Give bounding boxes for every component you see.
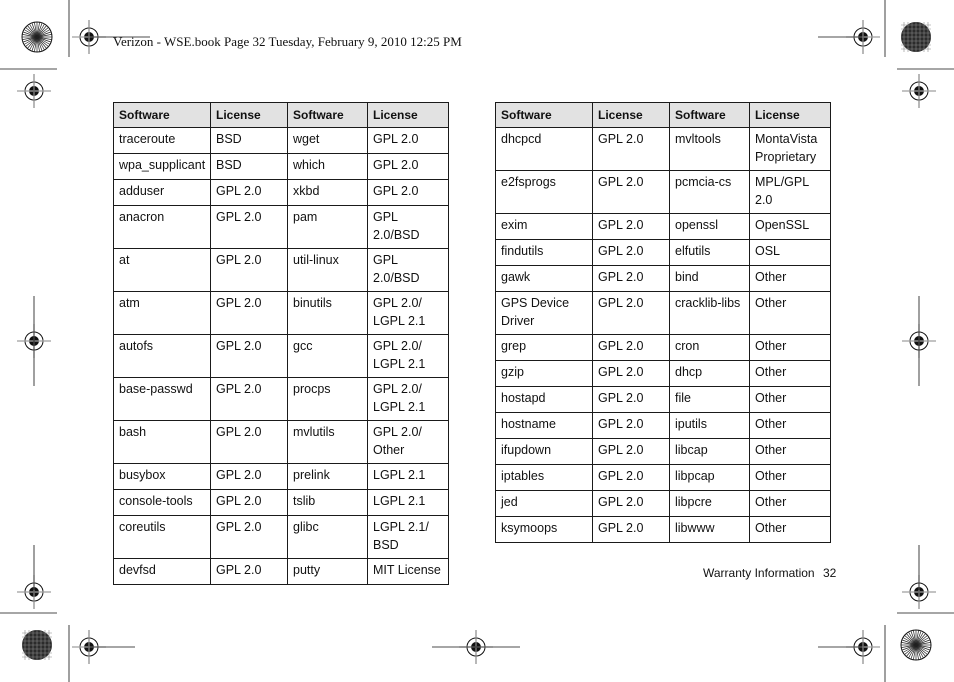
license-cell: Other [750, 266, 831, 292]
software-name-cell: glibc [288, 516, 368, 559]
license-cell: LGPL 2.1/ BSD [368, 516, 449, 559]
table-row [114, 249, 449, 292]
license-cell: GPL 2.0 [211, 559, 288, 585]
table-row [496, 361, 831, 387]
license-cell: GPL 2.0 [368, 180, 449, 206]
license-cell: GPL 2.0 [211, 335, 288, 378]
software-name-cell: console-tools [114, 490, 211, 516]
license-cell: GPL 2.0 [593, 266, 670, 292]
column-header-software: Software [288, 103, 368, 128]
table-row [496, 439, 831, 465]
software-name-cell: xkbd [288, 180, 368, 206]
software-name-cell: dhcp [670, 361, 750, 387]
software-name-cell: pam [288, 206, 368, 249]
software-name-cell: which [288, 154, 368, 180]
license-cell: BSD [211, 154, 288, 180]
software-name-cell: libcap [670, 439, 750, 465]
license-cell: GPL 2.0/ Other [368, 421, 449, 464]
license-cell: LGPL 2.1 [368, 464, 449, 490]
license-cell: Other [750, 413, 831, 439]
table-row [114, 421, 449, 464]
license-cell: Other [750, 491, 831, 517]
software-name-cell: cracklib-libs [670, 292, 750, 335]
table-row [114, 516, 449, 559]
software-name-cell: devfsd [114, 559, 211, 585]
software-name-cell: wget [288, 128, 368, 154]
license-cell: GPL 2.0 [593, 517, 670, 543]
license-cell: GPL 2.0 [593, 387, 670, 413]
table-row [496, 128, 831, 171]
license-cell: MontaVista Proprietary [750, 128, 831, 171]
software-name-cell: bash [114, 421, 211, 464]
table-row [114, 292, 449, 335]
license-cell: GPL 2.0 [593, 465, 670, 491]
license-cell: GPL 2.0 [211, 180, 288, 206]
license-cell: GPL 2.0/BSD [368, 249, 449, 292]
table-row [114, 180, 449, 206]
license-cell: GPL 2.0 [211, 206, 288, 249]
table-header-row [114, 103, 449, 128]
table-body [496, 128, 831, 543]
footer-section-title: Warranty Information [703, 566, 815, 580]
license-cell: GPL 2.0 [211, 421, 288, 464]
software-name-cell: libpcap [670, 465, 750, 491]
software-name-cell: openssl [670, 214, 750, 240]
software-name-cell: wpa_supplicant [114, 154, 211, 180]
software-name-cell: mvlutils [288, 421, 368, 464]
license-cell: GPL 2.0 [593, 171, 670, 214]
software-name-cell: util-linux [288, 249, 368, 292]
license-cell: GPL 2.0 [593, 413, 670, 439]
license-cell: Other [750, 517, 831, 543]
software-name-cell: hostapd [496, 387, 593, 413]
license-cell: GPL 2.0 [211, 490, 288, 516]
software-name-cell: at [114, 249, 211, 292]
table-row [114, 335, 449, 378]
software-name-cell: dhcpcd [496, 128, 593, 171]
license-cell: Other [750, 439, 831, 465]
software-name-cell: mvltools [670, 128, 750, 171]
table-row [496, 413, 831, 439]
table-row [114, 490, 449, 516]
software-name-cell: pcmcia-cs [670, 171, 750, 214]
software-name-cell: ifupdown [496, 439, 593, 465]
license-cell: OpenSSL [750, 214, 831, 240]
software-name-cell: GPS Device Driver [496, 292, 593, 335]
license-cell: GPL 2.0/BSD [368, 206, 449, 249]
software-name-cell: exim [496, 214, 593, 240]
page-number: 32 [823, 566, 837, 580]
software-name-cell: findutils [496, 240, 593, 266]
software-name-cell: prelink [288, 464, 368, 490]
software-name-cell: procps [288, 378, 368, 421]
license-table-right [495, 102, 831, 543]
software-name-cell: iputils [670, 413, 750, 439]
table-row [496, 491, 831, 517]
column-header-license: License [368, 103, 449, 128]
table-row [114, 128, 449, 154]
license-cell: Other [750, 292, 831, 335]
software-name-cell: coreutils [114, 516, 211, 559]
software-name-cell: elfutils [670, 240, 750, 266]
software-name-cell: iptables [496, 465, 593, 491]
software-name-cell: grep [496, 335, 593, 361]
table-row [496, 266, 831, 292]
table-row [496, 387, 831, 413]
table-row [114, 206, 449, 249]
license-cell: BSD [211, 128, 288, 154]
table-row [496, 214, 831, 240]
license-cell: GPL 2.0 [211, 516, 288, 559]
license-cell: GPL 2.0 [593, 335, 670, 361]
license-cell: GPL 2.0 [593, 128, 670, 171]
software-name-cell: e2fsprogs [496, 171, 593, 214]
software-name-cell: putty [288, 559, 368, 585]
license-cell: MIT License [368, 559, 449, 585]
software-name-cell: anacron [114, 206, 211, 249]
license-cell: GPL 2.0 [593, 240, 670, 266]
license-cell: Other [750, 465, 831, 491]
license-cell: GPL 2.0 [593, 439, 670, 465]
table-row [496, 517, 831, 543]
license-cell: OSL [750, 240, 831, 266]
table-row [496, 335, 831, 361]
column-header-license: License [750, 103, 831, 128]
license-cell: GPL 2.0 [593, 491, 670, 517]
software-name-cell: file [670, 387, 750, 413]
column-header-license: License [211, 103, 288, 128]
software-name-cell: gzip [496, 361, 593, 387]
license-cell: Other [750, 361, 831, 387]
software-name-cell: libpcre [670, 491, 750, 517]
running-head: Verizon - WSE.book Page 32 Tuesday, February 9, 2010 12:25 PM [113, 34, 462, 49]
table-header-row [496, 103, 831, 128]
license-cell: GPL 2.0/ LGPL 2.1 [368, 335, 449, 378]
software-name-cell: gcc [288, 335, 368, 378]
table-row [114, 464, 449, 490]
license-cell: GPL 2.0 [368, 128, 449, 154]
license-cell: GPL 2.0 [593, 361, 670, 387]
column-header-software: Software [496, 103, 593, 128]
table-row [114, 378, 449, 421]
software-name-cell: cron [670, 335, 750, 361]
license-cell: GPL 2.0 [593, 292, 670, 335]
software-name-cell: tslib [288, 490, 368, 516]
license-cell: MPL/GPL 2.0 [750, 171, 831, 214]
table-row [496, 171, 831, 214]
license-cell: GPL 2.0 [211, 464, 288, 490]
table-row [114, 559, 449, 585]
column-header-software: Software [670, 103, 750, 128]
software-name-cell: adduser [114, 180, 211, 206]
license-cell: GPL 2.0/ LGPL 2.1 [368, 292, 449, 335]
license-cell: GPL 2.0/ LGPL 2.1 [368, 378, 449, 421]
software-name-cell: hostname [496, 413, 593, 439]
software-name-cell: ksymoops [496, 517, 593, 543]
license-cell: GPL 2.0 [211, 292, 288, 335]
license-cell: Other [750, 387, 831, 413]
software-name-cell: bind [670, 266, 750, 292]
software-name-cell: autofs [114, 335, 211, 378]
license-cell: GPL 2.0 [368, 154, 449, 180]
software-name-cell: jed [496, 491, 593, 517]
license-table-left [113, 102, 449, 585]
software-name-cell: libwww [670, 517, 750, 543]
license-cell: GPL 2.0 [211, 378, 288, 421]
column-header-license: License [593, 103, 670, 128]
license-cell: GPL 2.0 [211, 249, 288, 292]
software-name-cell: atm [114, 292, 211, 335]
table-row [496, 465, 831, 491]
license-cell: LGPL 2.1 [368, 490, 449, 516]
software-name-cell: gawk [496, 266, 593, 292]
software-name-cell: traceroute [114, 128, 211, 154]
table-row [114, 154, 449, 180]
table-body [114, 128, 449, 585]
license-cell: Other [750, 335, 831, 361]
table-row [496, 292, 831, 335]
software-name-cell: base-passwd [114, 378, 211, 421]
license-cell: GPL 2.0 [593, 214, 670, 240]
table-row [496, 240, 831, 266]
software-name-cell: binutils [288, 292, 368, 335]
software-name-cell: busybox [114, 464, 211, 490]
column-header-software: Software [114, 103, 211, 128]
